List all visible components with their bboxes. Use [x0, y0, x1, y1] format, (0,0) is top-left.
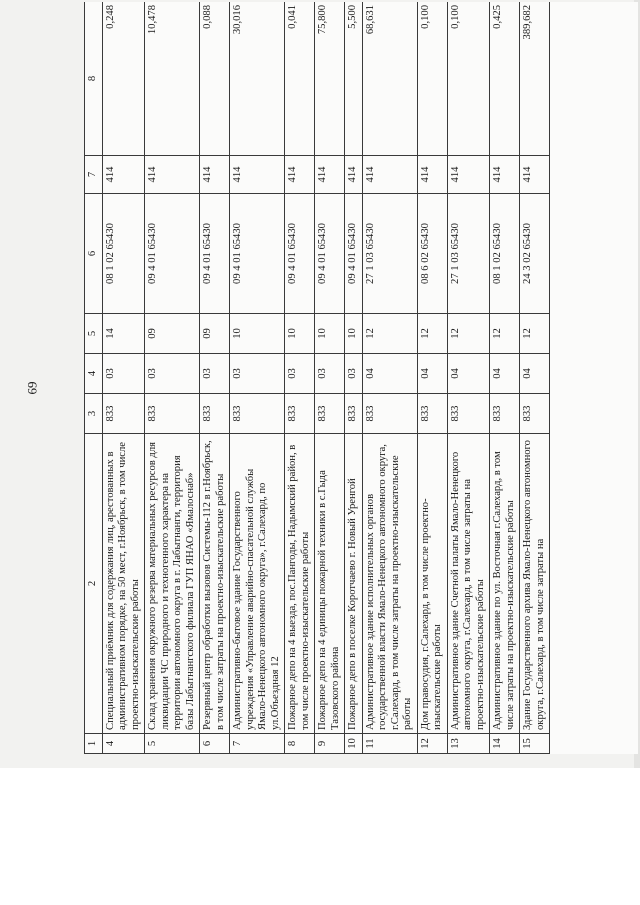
table-cell-c6: 09 4 01 65430	[345, 194, 363, 314]
table-cell-c7: 414	[345, 156, 363, 194]
column-header: 7	[85, 156, 103, 194]
table-cell-c3: 833	[145, 394, 200, 434]
table-cell-n: 12	[417, 734, 447, 754]
table-cell-c4: 04	[447, 354, 490, 394]
table-cell-n: 9	[315, 734, 345, 754]
table-cell-c6: 08 1 02 65430	[490, 194, 520, 314]
table-row	[200, 2, 230, 754]
table-cell-c5: 09	[145, 314, 200, 354]
table-cell-c5: 09	[200, 314, 230, 354]
table-cell-c5: 14	[102, 314, 145, 354]
column-header: 4	[85, 354, 103, 394]
table-row	[102, 2, 145, 754]
table-cell-c8: 0,248	[102, 2, 145, 156]
table-cell-c3: 833	[417, 394, 447, 434]
table-cell-c4: 03	[145, 354, 200, 394]
table-cell-desc: Здание Государственного архива Ямало-Ненецкого автономного округа, г.Салехард, в том числе затраты на	[520, 434, 550, 734]
table-row	[490, 2, 520, 754]
table-cell-c6: 27 1 03 65430	[362, 194, 417, 314]
table-cell-c3: 833	[315, 394, 345, 434]
blank-margin	[0, 768, 640, 905]
table-viewport	[84, 2, 638, 754]
table-cell-c7: 414	[200, 156, 230, 194]
table-cell-c7: 414	[285, 156, 315, 194]
table-cell-c7: 414	[362, 156, 417, 194]
table-cell-c3: 833	[520, 394, 550, 434]
table-cell-c4: 04	[490, 354, 520, 394]
table-cell-c4: 03	[315, 354, 345, 394]
table-cell-desc: Пожарное депо в поселке Коротчаево г. Новый Уренгой	[345, 434, 363, 734]
table-cell-c5: 10	[315, 314, 345, 354]
table-cell-c4: 03	[230, 354, 285, 394]
header-row	[85, 2, 103, 754]
table-cell-c8: 0,100	[447, 2, 490, 156]
table-cell-n: 6	[200, 734, 230, 754]
table-cell-c8: 5,500	[345, 2, 363, 156]
table-cell-c4: 04	[520, 354, 550, 394]
table-cell-c6: 09 4 01 65430	[145, 194, 200, 314]
table-cell-c3: 833	[200, 394, 230, 434]
table-cell-c7: 414	[447, 156, 490, 194]
table-cell-c3: 833	[447, 394, 490, 434]
table-cell-c3: 833	[285, 394, 315, 434]
table-cell-c8: 10,478	[145, 2, 200, 156]
table-cell-c6: 24 3 02 65430	[520, 194, 550, 314]
table-row	[345, 2, 363, 754]
table-cell-n: 7	[230, 734, 285, 754]
table-cell-c4: 03	[285, 354, 315, 394]
table-cell-c5: 10	[285, 314, 315, 354]
page-number: 69	[24, 381, 40, 395]
table-cell-n: 8	[285, 734, 315, 754]
column-header: 8	[85, 2, 103, 156]
table-cell-c5: 12	[520, 314, 550, 354]
table-cell-desc: Специальный приёмник для содержания лиц, арестованных в административном порядке, на 50 мест, г.Ноябрьск, в том числе проектно-изыскательские работы	[102, 434, 145, 734]
table-cell-c4: 03	[345, 354, 363, 394]
table-cell-c4: 03	[102, 354, 145, 394]
table-cell-n: 11	[362, 734, 417, 754]
table-cell-desc: Дом правосудия, г.Салехард, в том числе проектно-изыскательские работы	[417, 434, 447, 734]
table-row	[230, 2, 285, 754]
budget-table	[84, 2, 550, 754]
table-cell-n: 14	[490, 734, 520, 754]
table-cell-n: 5	[145, 734, 200, 754]
table-cell-c7: 414	[520, 156, 550, 194]
column-header: 2	[85, 434, 103, 734]
column-header: 3	[85, 394, 103, 434]
table-cell-c7: 414	[315, 156, 345, 194]
table-cell-c5: 12	[417, 314, 447, 354]
table-row	[362, 2, 417, 754]
table-cell-c3: 833	[490, 394, 520, 434]
table-cell-c3: 833	[102, 394, 145, 434]
table-cell-n: 13	[447, 734, 490, 754]
table-cell-desc: Административное здание по ул. Восточная г.Салехард, в том числе затраты на проектно-изыскательские работы	[490, 434, 520, 734]
table-cell-c3: 833	[345, 394, 363, 434]
table-cell-c5: 12	[362, 314, 417, 354]
table-cell-desc: Склад хранения окружного резерва материальных ресурсов для ликвидации ЧС природного и техногенного характера на территории автономного округа в г. Лабытнанги, территория базы Лабытнангского филиала ГУП ЯНАО «Ямалоснаб»	[145, 434, 200, 734]
table-cell-c5: 12	[447, 314, 490, 354]
rotated-table-container	[84, 2, 638, 754]
table-cell-c7: 414	[417, 156, 447, 194]
table-row	[520, 2, 550, 754]
table-cell-c8: 389,682	[520, 2, 550, 156]
table-cell-c8: 0,088	[200, 2, 230, 156]
table-cell-c6: 09 4 01 65430	[315, 194, 345, 314]
table-row	[145, 2, 200, 754]
table-cell-c8: 30,016	[230, 2, 285, 156]
table-cell-desc: Пожарное депо на 4 выезда, пос.Пангоды, Надымский район, в том числе проектно-изыскательские работы	[285, 434, 315, 734]
table-cell-c4: 03	[200, 354, 230, 394]
table-cell-c5: 10	[345, 314, 363, 354]
table-row	[285, 2, 315, 754]
table-cell-c7: 414	[145, 156, 200, 194]
table-cell-c4: 04	[417, 354, 447, 394]
table-cell-desc: Административное здание исполнительных органов государственной власти Ямало-Ненецкого автономного округа, г.Салехард, в том числе затраты на проектно-изыскательские работы	[362, 434, 417, 734]
table-cell-c6: 27 1 03 65430	[447, 194, 490, 314]
table-cell-c7: 414	[230, 156, 285, 194]
table-cell-n: 10	[345, 734, 363, 754]
table-cell-n: 4	[102, 734, 145, 754]
table-cell-c7: 414	[490, 156, 520, 194]
table-cell-c3: 833	[230, 394, 285, 434]
table-cell-c8: 75,800	[315, 2, 345, 156]
column-header: 1	[85, 734, 103, 754]
table-cell-c6: 09 4 01 65430	[200, 194, 230, 314]
column-header: 6	[85, 194, 103, 314]
table-row	[417, 2, 447, 754]
table-cell-c4: 04	[362, 354, 417, 394]
table-row	[315, 2, 345, 754]
table-cell-desc: Административное здание Счетной палаты Ямало-Ненецкого автономного округа, г.Салехард, в том числе затраты на проектно-изыскательские работы	[447, 434, 490, 734]
table-cell-c5: 12	[490, 314, 520, 354]
table-cell-c3: 833	[362, 394, 417, 434]
column-header: 5	[85, 314, 103, 354]
table-cell-c6: 09 4 01 65430	[285, 194, 315, 314]
table-row	[447, 2, 490, 754]
table-cell-c5: 10	[230, 314, 285, 354]
table-cell-c8: 0,041	[285, 2, 315, 156]
table-cell-c8: 0,425	[490, 2, 520, 156]
table-cell-desc: Пожарное депо на 4 единицы пожарной техники в с.Гыда Тазовского района	[315, 434, 345, 734]
table-cell-c7: 414	[102, 156, 145, 194]
table-cell-desc: Резервный центр обработки вызовов Системы-112 в г.Ноябрьск, в том числе затраты на проектно-изыскательские работы	[200, 434, 230, 734]
table-cell-c6: 09 4 01 65430	[230, 194, 285, 314]
table-cell-c8: 68,631	[362, 2, 417, 156]
table-cell-c6: 08 1 02 65430	[102, 194, 145, 314]
table-cell-c6: 08 6 02 65430	[417, 194, 447, 314]
table-cell-desc: Административно-бытовое здание Государственного учреждения «Управление аварийно-спасательной службы Ямало-Ненецкого автономного округа», г.Салехард, по ул.Объездная 12	[230, 434, 285, 734]
table-cell-n: 15	[520, 734, 550, 754]
table-cell-c8: 0,100	[417, 2, 447, 156]
